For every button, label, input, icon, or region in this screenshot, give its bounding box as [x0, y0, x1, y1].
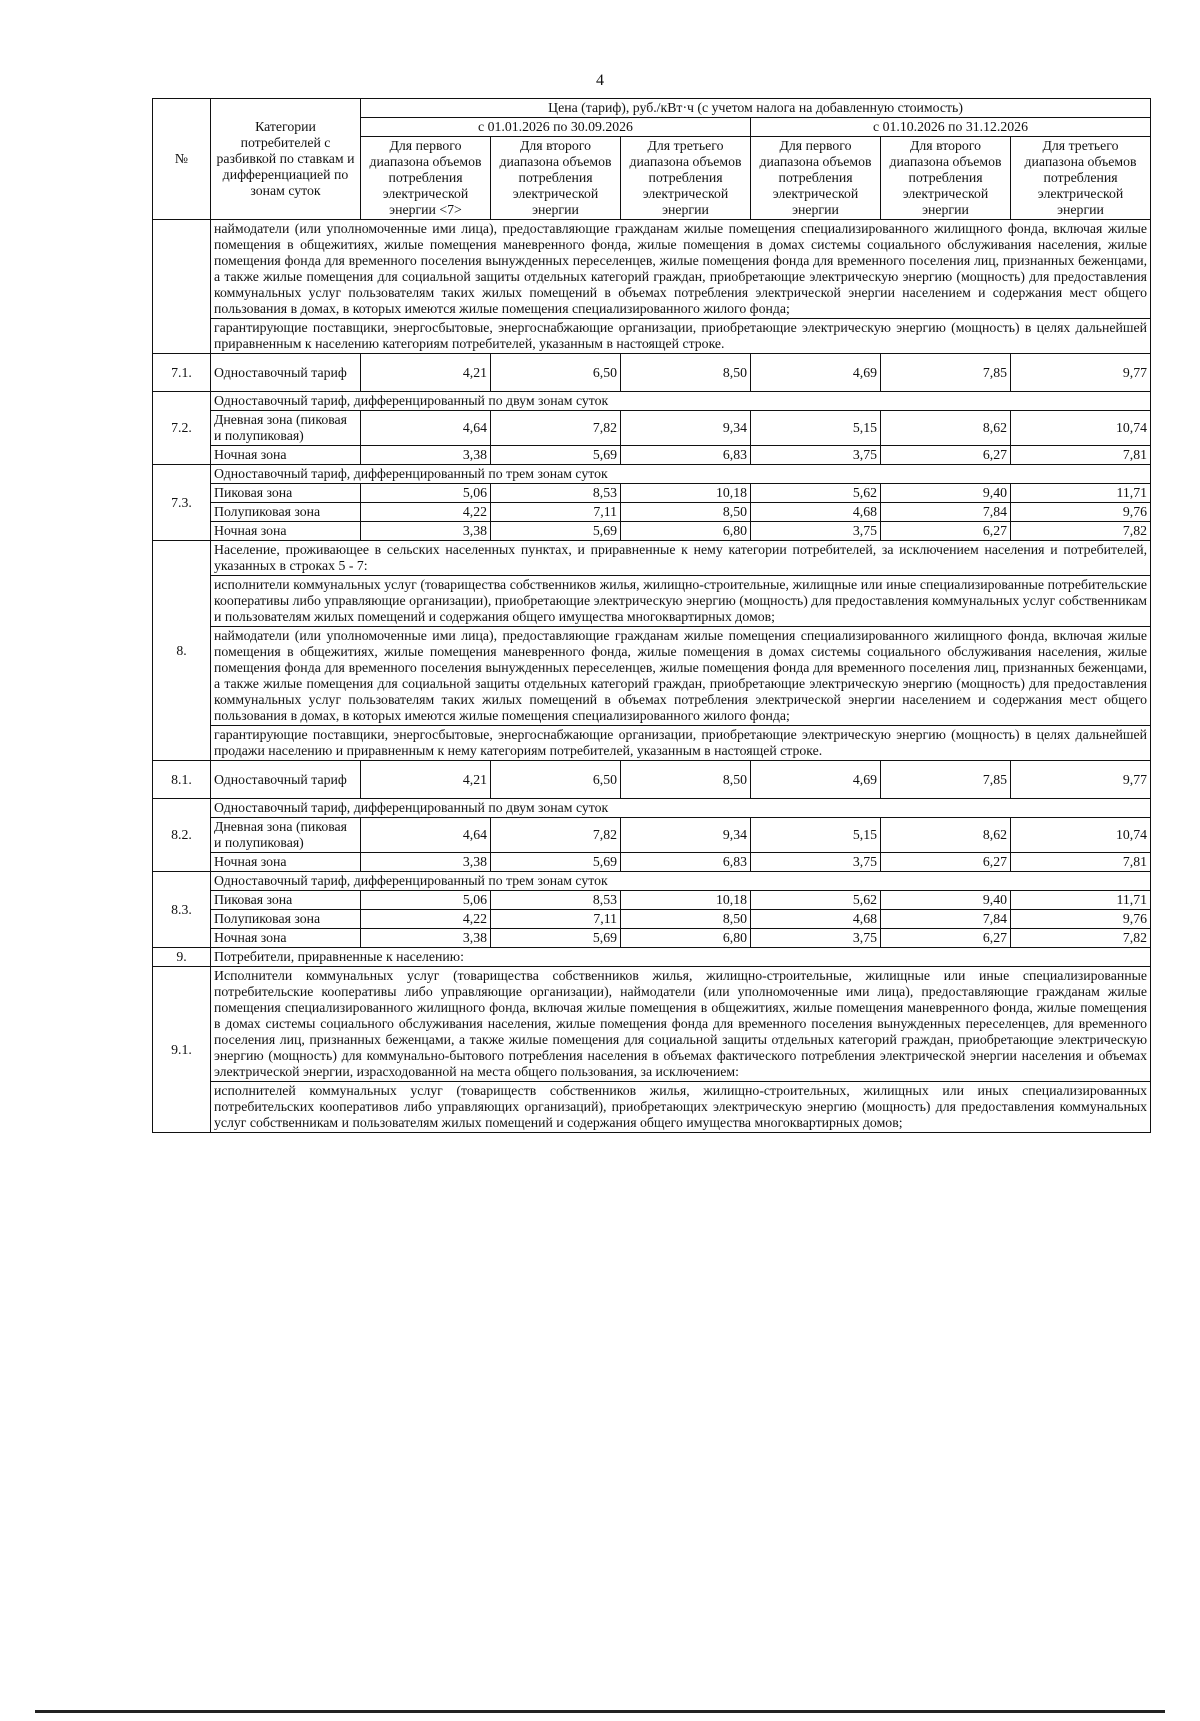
- row-label: Полупиковая зона: [211, 503, 361, 522]
- value-cell: 6,27: [881, 522, 1011, 541]
- value-cell: 8,50: [621, 910, 751, 929]
- table-row: [153, 484, 1151, 503]
- header-col: Для второго диапазона объемов потребления электрической энергии: [881, 137, 1011, 220]
- value-cell: 4,68: [751, 503, 881, 522]
- table-row: [153, 799, 1151, 818]
- row-label: Ночная зона: [211, 446, 361, 465]
- value-cell: 4,69: [751, 354, 881, 392]
- table-row: [153, 891, 1151, 910]
- value-cell: 3,75: [751, 522, 881, 541]
- value-cell: 9,34: [621, 411, 751, 446]
- table-row: [153, 967, 1151, 1082]
- value-cell: 5,62: [751, 484, 881, 503]
- value-cell: 3,75: [751, 853, 881, 872]
- table-row: [153, 465, 1151, 484]
- row-number: 8.3.: [153, 872, 211, 948]
- value-cell: 6,83: [621, 446, 751, 465]
- value-cell: 10,74: [1011, 411, 1151, 446]
- value-cell: 6,50: [491, 354, 621, 392]
- table-row: [153, 541, 1151, 576]
- value-cell: 9,76: [1011, 910, 1151, 929]
- value-cell: 6,27: [881, 853, 1011, 872]
- section-title: Одноставочный тариф, дифференцированный по трем зонам суток: [211, 465, 1151, 484]
- value-cell: 4,21: [361, 354, 491, 392]
- row-label: Полупиковая зона: [211, 910, 361, 929]
- value-cell: 3,38: [361, 446, 491, 465]
- value-cell: 9,77: [1011, 761, 1151, 799]
- section-title: Одноставочный тариф, дифференцированный по двум зонам суток: [211, 799, 1151, 818]
- header-period-1: с 01.01.2026 по 30.09.2026: [361, 118, 751, 137]
- table-row: [153, 872, 1151, 891]
- value-cell: 5,06: [361, 891, 491, 910]
- row-number: 8.2.: [153, 799, 211, 872]
- table-row: [153, 761, 1151, 799]
- value-cell: 5,69: [491, 853, 621, 872]
- value-cell: 8,62: [881, 818, 1011, 853]
- value-cell: 9,34: [621, 818, 751, 853]
- row-number: 9.1.: [153, 967, 211, 1133]
- table-row: [153, 522, 1151, 541]
- row-number: 7.1.: [153, 354, 211, 392]
- section-title: Одноставочный тариф, дифференцированный по двум зонам суток: [211, 392, 1151, 411]
- header-row-1: [153, 99, 1151, 118]
- value-cell: 3,38: [361, 522, 491, 541]
- value-cell: 11,71: [1011, 891, 1151, 910]
- table-row: [153, 853, 1151, 872]
- value-cell: 10,18: [621, 484, 751, 503]
- value-cell: 7,82: [491, 411, 621, 446]
- row-label: Ночная зона: [211, 929, 361, 948]
- row-label: Пиковая зона: [211, 484, 361, 503]
- table-row: [153, 929, 1151, 948]
- row-label: Дневная зона (пиковая и полупиковая): [211, 411, 361, 446]
- value-cell: 7,84: [881, 910, 1011, 929]
- block9-title: Потребители, приравненные к населению:: [211, 948, 1151, 967]
- value-cell: 3,75: [751, 929, 881, 948]
- value-cell: 7,11: [491, 503, 621, 522]
- value-cell: 7,84: [881, 503, 1011, 522]
- block9-text-b: исполнителей коммунальных услуг (товариществ собственников жилья, жилищно-строительных, жилищных или иных специализированных потребительских кооперативов либо управляющих организаций), приобретающих электрическую энергию (мощность) для предоставления коммунальных услуг собственникам и пользователям жилых помещений и содержания общего имущества многоквартирных домов;: [211, 1082, 1151, 1133]
- table-row: [153, 446, 1151, 465]
- value-cell: 9,40: [881, 484, 1011, 503]
- value-cell: 7,82: [491, 818, 621, 853]
- value-cell: 8,50: [621, 354, 751, 392]
- value-cell: 4,21: [361, 761, 491, 799]
- value-cell: 9,40: [881, 891, 1011, 910]
- table-row: [153, 503, 1151, 522]
- header-col: Для первого диапазона объемов потребления электрической энергии: [751, 137, 881, 220]
- value-cell: 9,77: [1011, 354, 1151, 392]
- row-label: Одноставочный тариф: [211, 354, 361, 392]
- table-row: [153, 319, 1151, 354]
- value-cell: 5,69: [491, 446, 621, 465]
- row-number: 7.3.: [153, 465, 211, 541]
- value-cell: 8,62: [881, 411, 1011, 446]
- value-cell: 3,38: [361, 853, 491, 872]
- value-cell: 4,22: [361, 910, 491, 929]
- row-label: Пиковая зона: [211, 891, 361, 910]
- row-number: 8.1.: [153, 761, 211, 799]
- table-row: [153, 576, 1151, 627]
- row-label: Одноставочный тариф: [211, 761, 361, 799]
- value-cell: 4,69: [751, 761, 881, 799]
- value-cell: 8,50: [621, 503, 751, 522]
- value-cell: 6,50: [491, 761, 621, 799]
- header-col: Для третьего диапазона объемов потребления электрической энергии: [621, 137, 751, 220]
- value-cell: 6,83: [621, 853, 751, 872]
- table-row: [153, 910, 1151, 929]
- value-cell: 11,71: [1011, 484, 1151, 503]
- value-cell: 8,53: [491, 484, 621, 503]
- block8-text-c: гарантирующие поставщики, энергосбытовые, энергоснабжающие организации, приобретающие электрическую энергию (мощность) в целях дальнейшей продажи населению и приравненным к нему категориям потребителей, указанным в настоящей строке.: [211, 726, 1151, 761]
- value-cell: 5,15: [751, 818, 881, 853]
- value-cell: 7,82: [1011, 929, 1151, 948]
- value-cell: 7,81: [1011, 853, 1151, 872]
- value-cell: 8,53: [491, 891, 621, 910]
- row-number: 8.: [153, 541, 211, 761]
- table-row: [153, 411, 1151, 446]
- block9-text-a: Исполнители коммунальных услуг (товарищества собственников жилья, жилищно-строительные, жилищные или иные специализированные потребительские кооперативы либо управляющие организации), наймодатели (или уполномоченные ими лица), предоставляющие гражданам жилые помещения специализированного жилищного фонда, включая жилые помещения в общежитиях, жилые помещения маневренного фонда, жилые помещения в домах системы социального обслуживания населения, жилые помещения фонда для временного поселения вынужденных переселенцев, для временного поселения лиц, признанных беженцами, а также жилые помещения для социальной защиты отдельных категорий граждан, приобретающие электрическую энергию (мощность) для коммунально-бытового потребления населения в объемах фактического потребления электрической энергии населения и объемах электрической энергии, израсходованной на места общего пользования, за исключением:: [211, 967, 1151, 1082]
- value-cell: 4,64: [361, 818, 491, 853]
- header-period-2: с 01.10.2026 по 31.12.2026: [751, 118, 1151, 137]
- row-number: 7.2.: [153, 392, 211, 465]
- header-category: Категории потребителей с разбивкой по ставкам и дифференциацией по зонам суток: [211, 99, 361, 220]
- row-label: Ночная зона: [211, 522, 361, 541]
- header-col: Для второго диапазона объемов потребления электрической энергии: [491, 137, 621, 220]
- value-cell: 5,69: [491, 522, 621, 541]
- value-cell: 4,68: [751, 910, 881, 929]
- row-label: Ночная зона: [211, 853, 361, 872]
- value-cell: 4,64: [361, 411, 491, 446]
- block8-title: Население, проживающее в сельских населенных пунктах, и приравненные к нему категории потребителей, за исключением населения и потребителей, указанных в строках 5 - 7:: [211, 541, 1151, 576]
- value-cell: 6,27: [881, 446, 1011, 465]
- table-row: [153, 354, 1151, 392]
- row-number: 9.: [153, 948, 211, 967]
- value-cell: 5,06: [361, 484, 491, 503]
- value-cell: 6,27: [881, 929, 1011, 948]
- value-cell: 10,18: [621, 891, 751, 910]
- scan-bottom-edge: [35, 1710, 1165, 1713]
- block8-text-a: исполнители коммунальных услуг (товарищества собственников жилья, жилищно-строительные, жилищные или иные специализированные потребительские кооперативы либо управляющие организации), приобретающие электрическую энергию (мощность) для предоставления коммунальных услуг собственникам и пользователям жилых помещений и содержания общего имущества многоквартирных домов;: [211, 576, 1151, 627]
- table-row: [153, 726, 1151, 761]
- header-col: Для третьего диапазона объемов потребления электрической энергии: [1011, 137, 1151, 220]
- value-cell: 7,81: [1011, 446, 1151, 465]
- tariff-table: [152, 98, 1151, 1133]
- value-cell: 5,69: [491, 929, 621, 948]
- header-col: Для первого диапазона объемов потребления электрической энергии <7>: [361, 137, 491, 220]
- table-row: [153, 1082, 1151, 1133]
- value-cell: 7,85: [881, 354, 1011, 392]
- block7-text-a: наймодатели (или уполномоченные ими лица), предоставляющие гражданам жилые помещения специализированного жилищного фонда, включая жилые помещения в общежитиях, жилые помещения маневренного фонда, жилые помещения в домах системы социального обслуживания населения, жилые помещения фонда для временного поселения вынужденных переселенцев, жилые помещения фонда для временного поселения лиц, признанных беженцами, а также жилые помещения для социальной защиты отдельных категорий граждан, приобретающие электрическую энергию (мощность) для предоставления коммунальных услуг пользователям таких жилых помещений в объемах потребления электрической энергии населением и содержания мест общего пользования в домах, в которых имеются жилые помещения специализированного жилого фонда;: [211, 220, 1151, 319]
- value-cell: 5,62: [751, 891, 881, 910]
- table-row: [153, 948, 1151, 967]
- value-cell: 7,82: [1011, 522, 1151, 541]
- value-cell: 3,75: [751, 446, 881, 465]
- header-num: №: [153, 99, 211, 220]
- value-cell: 7,11: [491, 910, 621, 929]
- table-row: [153, 220, 1151, 319]
- block7-text-b: гарантирующие поставщики, энергосбытовые, энергоснабжающие организации, приобретающие электрическую энергию (мощность) в целях дальнейшей приравненным к населению категориям потребителей, указанным в настоящей строке.: [211, 319, 1151, 354]
- table-row: [153, 818, 1151, 853]
- page-number: 4: [596, 72, 604, 89]
- value-cell: 10,74: [1011, 818, 1151, 853]
- table-row: [153, 627, 1151, 726]
- header-price: Цена (тариф), руб./кВт·ч (с учетом налога на добавленную стоимость): [361, 99, 1151, 118]
- table-row: [153, 392, 1151, 411]
- value-cell: 4,22: [361, 503, 491, 522]
- value-cell: 6,80: [621, 929, 751, 948]
- value-cell: 5,15: [751, 411, 881, 446]
- row-label: Дневная зона (пиковая и полупиковая): [211, 818, 361, 853]
- value-cell: 7,85: [881, 761, 1011, 799]
- value-cell: 6,80: [621, 522, 751, 541]
- block8-text-b: наймодатели (или уполномоченные ими лица), предоставляющие гражданам жилые помещения специализированного жилищного фонда, включая жилые помещения в общежитиях, жилые помещения маневренного фонда, жилые помещения в домах системы социального обслуживания населения, жилые помещения фонда для временного поселения вынужденных переселенцев, жилые помещения фонда для временного поселения лиц, признанных беженцами, а также жилые помещения для социальной защиты отдельных категорий граждан, приобретающие электрическую энергию (мощность) для предоставления коммунальных услуг пользователям таких жилых помещений в объемах потребления электрической энергии населением и содержания мест общего пользования в домах, в которых имеются жилые помещения специализированного жилого фонда;: [211, 627, 1151, 726]
- value-cell: 8,50: [621, 761, 751, 799]
- value-cell: 9,76: [1011, 503, 1151, 522]
- section-title: Одноставочный тариф, дифференцированный по трем зонам суток: [211, 872, 1151, 891]
- value-cell: 3,38: [361, 929, 491, 948]
